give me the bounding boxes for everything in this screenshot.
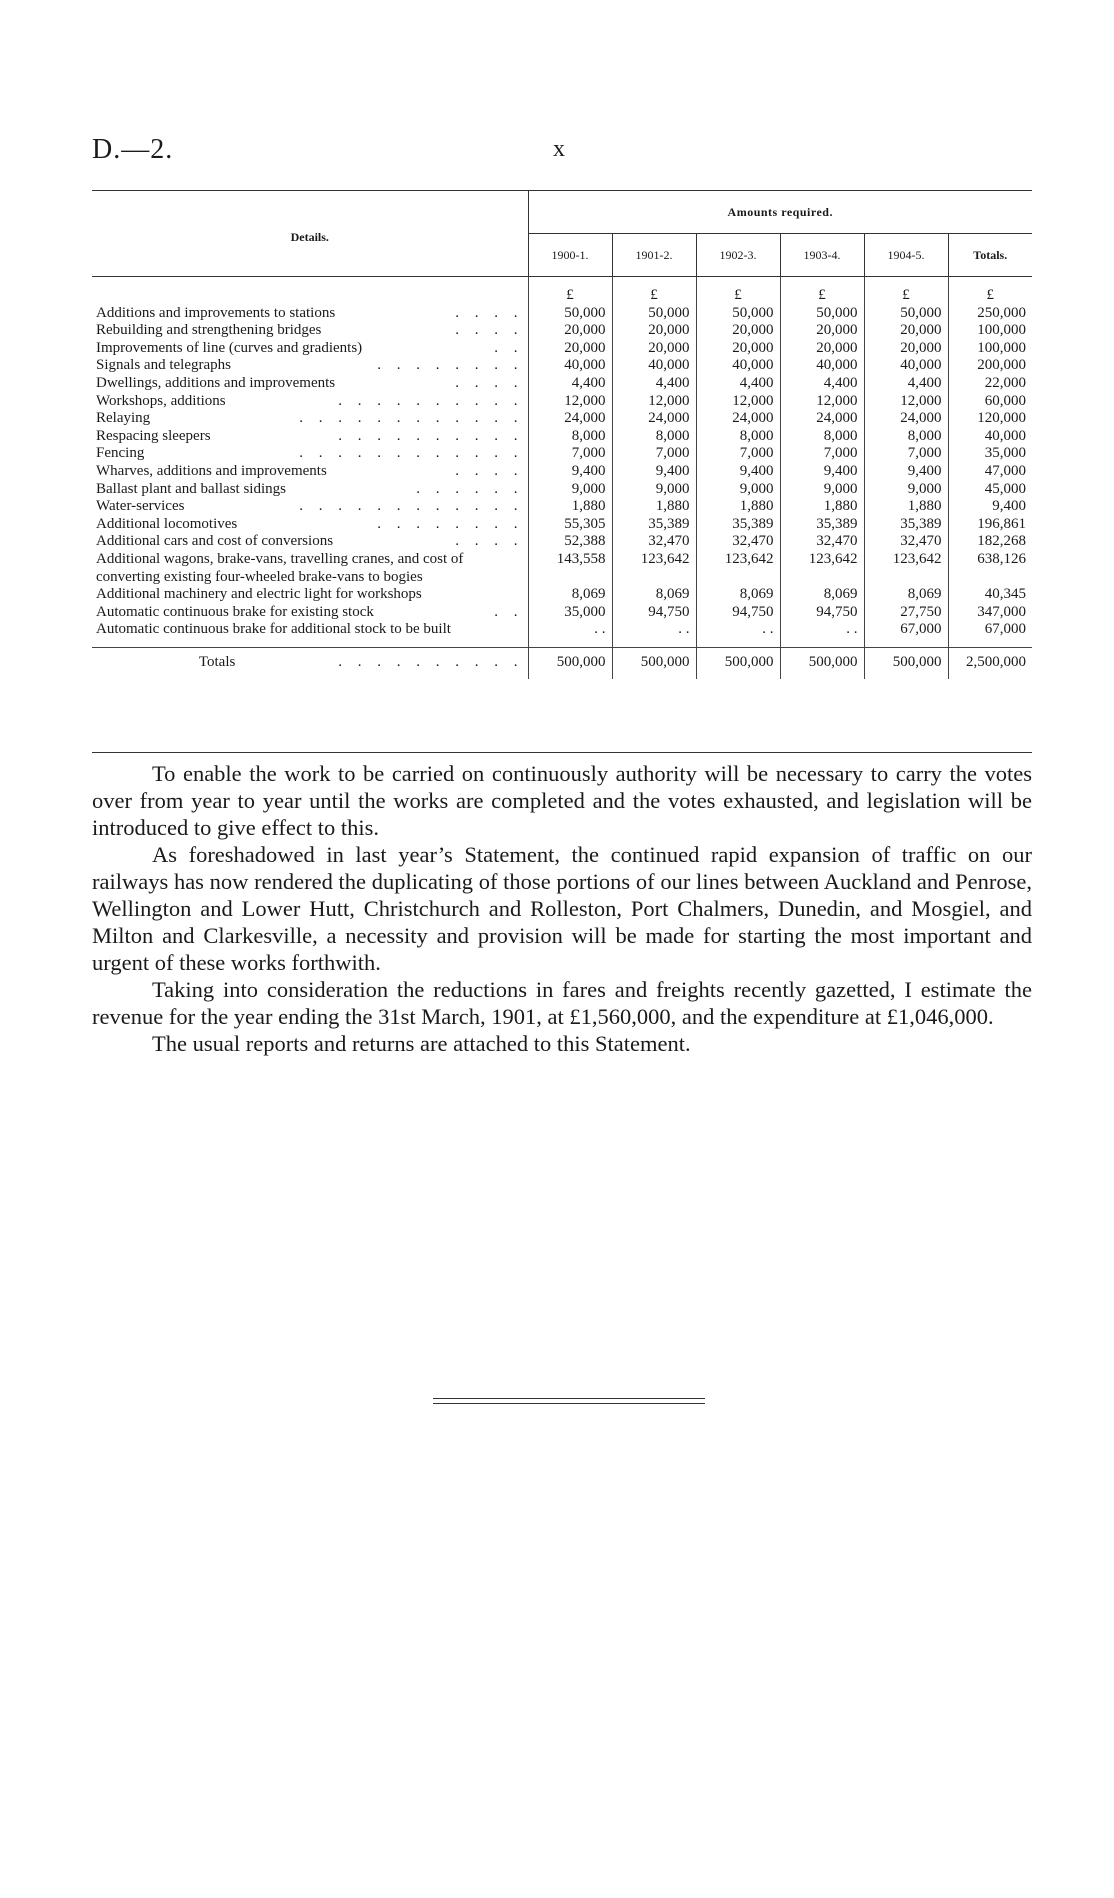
- row-label-text: Fencing: [96, 445, 145, 462]
- total-cell: 500,000: [612, 647, 696, 679]
- leader-dots: . . . .: [455, 374, 524, 391]
- amount-cell: 8,000: [780, 428, 864, 446]
- amount-cell: . .: [612, 621, 696, 639]
- table-row: [92, 516, 1032, 534]
- amount-cell: 8,069: [528, 586, 612, 604]
- amount-cell: 9,000: [864, 481, 948, 499]
- row-label: [92, 445, 528, 463]
- amount-cell: 8,069: [612, 586, 696, 604]
- amount-cell: 20,000: [696, 322, 780, 340]
- amount-cell: 20,000: [864, 322, 948, 340]
- amount-cell: 55,305: [528, 516, 612, 534]
- amount-cell: 7,000: [528, 445, 612, 463]
- amount-cell: 8,000: [864, 428, 948, 446]
- amount-cell: 9,400: [612, 463, 696, 481]
- table-row: [92, 410, 1032, 428]
- amount-cell: 40,345: [948, 586, 1032, 604]
- row-label-text: Signals and telegraphs: [96, 357, 231, 374]
- currency-row-label: [92, 277, 528, 305]
- leader-dots: . . . . . . . . . . . .: [299, 445, 524, 462]
- amount-cell: 200,000: [948, 357, 1032, 375]
- year-column-header: 1904-5.: [864, 234, 948, 277]
- leader-dots: . . . . . . . .: [377, 357, 524, 374]
- amount-cell: 32,470: [612, 533, 696, 551]
- leader-dots: . . . . . . . .: [377, 515, 524, 532]
- leader-dots: . .: [494, 603, 524, 620]
- table-row: [92, 445, 1032, 463]
- closing-double-rule: [433, 1398, 705, 1408]
- table-row: [92, 551, 1032, 586]
- year-column-header: 1900-1.: [528, 234, 612, 277]
- row-label-text: Workshops, additions: [96, 392, 226, 409]
- row-label: [92, 393, 528, 411]
- row-label-text: Dwellings, additions and improvements: [96, 374, 336, 391]
- document-reference: D.—2.: [92, 134, 174, 165]
- amount-cell: 123,642: [780, 551, 864, 586]
- currency-symbol: £: [864, 277, 948, 305]
- amount-cell: 4,400: [612, 375, 696, 393]
- total-cell: 500,000: [864, 647, 948, 679]
- table-row: [92, 586, 1032, 604]
- row-label: [92, 340, 528, 358]
- amount-cell: 20,000: [780, 322, 864, 340]
- year-column-header: Totals.: [948, 234, 1032, 277]
- leader-dots: . . . .: [455, 322, 524, 339]
- row-label-text: Additional cars and cost of conversions: [96, 533, 334, 550]
- row-label-text: Water-services: [96, 498, 185, 515]
- amount-cell: . .: [696, 621, 780, 639]
- paragraph: Taking into consideration the reductions in fares and freights recently gazetted, I estimate the revenue for the year ending the 31st March, 1901, at £1,560,000, and the expenditure at £1,046,000.: [92, 977, 1032, 1029]
- currency-symbol: £: [696, 277, 780, 305]
- amount-cell: 4,400: [528, 375, 612, 393]
- amount-cell: 47,000: [948, 463, 1032, 481]
- total-cell: 500,000: [780, 647, 864, 679]
- amount-cell: 40,000: [948, 428, 1032, 446]
- amount-cell: 1,880: [612, 498, 696, 516]
- amount-cell: 8,069: [864, 586, 948, 604]
- leader-dots: . . . .: [455, 533, 524, 550]
- amount-cell: . .: [780, 621, 864, 639]
- amount-cell: 9,000: [696, 481, 780, 499]
- amount-cell: 4,400: [864, 375, 948, 393]
- row-label: [92, 305, 528, 323]
- amount-cell: 20,000: [528, 340, 612, 358]
- amount-cell: 12,000: [696, 393, 780, 411]
- row-label: [92, 463, 528, 481]
- paragraph: As foreshadowed in last year’s Statement, the continued rapid expansion of traffic on our railways has now rendered the duplicating of those portions of our lines between Auckland and Penrose, Wellington and Lower Hutt, Christchurch and Rolleston, Port Chalmers, Dunedin, and Mosgiel, and Milton and Clarkesville, a necessity and provision will be made for starting the most important and urgent of these works forthwith.: [92, 842, 1032, 975]
- page-number: x: [553, 136, 565, 162]
- row-label-text: Additional wagons, brake-vans, travelling cranes, and cost of converting existing four-wheeled brake-vans to bogies: [96, 550, 464, 585]
- amount-cell: 50,000: [780, 305, 864, 323]
- amount-cell: 24,000: [696, 410, 780, 428]
- amount-cell: 123,642: [696, 551, 780, 586]
- amount-cell: 1,880: [528, 498, 612, 516]
- amount-cell: 12,000: [528, 393, 612, 411]
- amount-cell: 120,000: [948, 410, 1032, 428]
- amount-cell: . .: [528, 621, 612, 639]
- amount-cell: 8,000: [612, 428, 696, 446]
- amount-cell: 8,069: [696, 586, 780, 604]
- table-row: [92, 481, 1032, 499]
- row-label: [92, 322, 528, 340]
- amount-cell: 9,000: [780, 481, 864, 499]
- amount-cell: 27,750: [864, 604, 948, 622]
- amount-cell: 9,000: [528, 481, 612, 499]
- amount-cell: 123,642: [612, 551, 696, 586]
- amount-cell: 9,000: [612, 481, 696, 499]
- amount-cell: 7,000: [780, 445, 864, 463]
- paragraph: The usual reports and returns are attached to this Statement.: [152, 1031, 691, 1056]
- amount-cell: 123,642: [864, 551, 948, 586]
- amount-cell: 250,000: [948, 305, 1032, 323]
- amount-cell: 12,000: [780, 393, 864, 411]
- amount-cell: 45,000: [948, 481, 1032, 499]
- row-label-text: Wharves, additions and improvements: [96, 462, 327, 479]
- row-label-text: Rebuilding and strengthening bridges: [96, 322, 322, 339]
- row-label: [92, 533, 528, 551]
- amount-cell: 8,000: [528, 428, 612, 446]
- amount-cell: 40,000: [780, 357, 864, 375]
- amount-cell: 35,389: [696, 516, 780, 534]
- amount-cell: 9,400: [864, 463, 948, 481]
- details-column-header: Details.: [92, 191, 528, 277]
- row-label-text: Automatic continuous brake for existing stock: [96, 603, 374, 620]
- amount-cell: 67,000: [948, 621, 1032, 639]
- row-label-text: Relaying: [96, 410, 151, 427]
- row-label: [92, 410, 528, 428]
- table-row: [92, 463, 1032, 481]
- amount-cell: 1,880: [864, 498, 948, 516]
- table-bottom-rule: [92, 752, 1032, 753]
- row-label: [92, 586, 528, 604]
- amount-cell: 94,750: [612, 604, 696, 622]
- amount-cell: 24,000: [612, 410, 696, 428]
- amount-cell: 347,000: [948, 604, 1032, 622]
- table-row: [92, 604, 1032, 622]
- amount-cell: 24,000: [780, 410, 864, 428]
- amount-cell: 196,861: [948, 516, 1032, 534]
- leader-dots: . . . .: [455, 304, 524, 321]
- page-header: [92, 134, 1032, 174]
- row-label-text: Ballast plant and ballast sidings: [96, 480, 286, 497]
- table-row: [92, 340, 1032, 358]
- amount-cell: 8,000: [696, 428, 780, 446]
- amount-cell: 4,400: [696, 375, 780, 393]
- amount-cell: 9,400: [528, 463, 612, 481]
- totals-label: [92, 647, 528, 679]
- row-label: [92, 551, 528, 586]
- amounts-required-header: Amounts required.: [528, 191, 1032, 234]
- amount-cell: 50,000: [528, 305, 612, 323]
- amount-cell: 52,388: [528, 533, 612, 551]
- amount-cell: 40,000: [612, 357, 696, 375]
- amount-cell: 35,389: [780, 516, 864, 534]
- amount-cell: 12,000: [864, 393, 948, 411]
- amount-cell: 94,750: [780, 604, 864, 622]
- amount-cell: 67,000: [864, 621, 948, 639]
- table-row: [92, 393, 1032, 411]
- leader-dots: . . . . . .: [416, 480, 524, 497]
- paragraph: To enable the work to be carried on continuously authority will be necessary to carry the votes over from year to year until the works are completed and the votes exhausted, and legislation will be introduced to give effect to this.: [92, 761, 1032, 840]
- amount-cell: 638,126: [948, 551, 1032, 586]
- amount-cell: 20,000: [528, 322, 612, 340]
- amount-cell: 40,000: [528, 357, 612, 375]
- total-cell: 2,500,000: [948, 647, 1032, 679]
- amount-cell: 32,470: [696, 533, 780, 551]
- amount-cell: 20,000: [696, 340, 780, 358]
- amount-cell: 7,000: [612, 445, 696, 463]
- amount-cell: 22,000: [948, 375, 1032, 393]
- leader-dots: . .: [494, 339, 524, 356]
- currency-symbol: £: [948, 277, 1032, 305]
- table-row: [92, 322, 1032, 340]
- amount-cell: 100,000: [948, 322, 1032, 340]
- amount-cell: 7,000: [864, 445, 948, 463]
- leader-dots: . . . . . . . . . . . .: [299, 410, 524, 427]
- amount-cell: 50,000: [864, 305, 948, 323]
- total-cell: 500,000: [696, 647, 780, 679]
- amount-cell: 1,880: [696, 498, 780, 516]
- amount-cell: 8,069: [780, 586, 864, 604]
- amount-cell: 4,400: [780, 375, 864, 393]
- row-label: [92, 604, 528, 622]
- totals-label-text: Totals: [198, 653, 236, 670]
- row-label: [92, 481, 528, 499]
- amount-cell: 9,400: [696, 463, 780, 481]
- row-label-text: Automatic continuous brake for additional stock to be built: [96, 621, 451, 638]
- leader-dots: . . . .: [455, 462, 524, 479]
- statement-text: [92, 760, 1032, 1057]
- amount-cell: 32,470: [864, 533, 948, 551]
- leader-dots: . . . . . . . . . . . .: [299, 498, 524, 515]
- amount-cell: 50,000: [696, 305, 780, 323]
- row-label: [92, 375, 528, 393]
- amount-cell: 9,400: [948, 498, 1032, 516]
- amount-cell: 24,000: [864, 410, 948, 428]
- table-row: [92, 428, 1032, 446]
- amount-cell: 100,000: [948, 340, 1032, 358]
- table-row: [92, 357, 1032, 375]
- amount-cell: 50,000: [612, 305, 696, 323]
- amount-cell: 182,268: [948, 533, 1032, 551]
- row-label: [92, 357, 528, 375]
- row-label-text: Improvements of line (curves and gradients): [96, 339, 363, 356]
- currency-symbol: £: [780, 277, 864, 305]
- table-row: [92, 305, 1032, 323]
- amount-cell: 12,000: [612, 393, 696, 411]
- table-row: [92, 621, 1032, 639]
- year-column-header: 1901-2.: [612, 234, 696, 277]
- row-label: [92, 516, 528, 534]
- amount-cell: 7,000: [696, 445, 780, 463]
- amount-cell: 35,000: [528, 604, 612, 622]
- row-label: [92, 498, 528, 516]
- currency-symbol: £: [528, 277, 612, 305]
- amount-cell: 40,000: [696, 357, 780, 375]
- table-row: [92, 498, 1032, 516]
- row-label-text: Respacing sleepers: [96, 427, 211, 444]
- expenditure-table: [92, 190, 1032, 679]
- row-label: [92, 428, 528, 446]
- leader-dots: . . . . . . . . . .: [338, 653, 524, 670]
- currency-symbol: £: [612, 277, 696, 305]
- amount-cell: 35,389: [864, 516, 948, 534]
- row-label-text: Additions and improvements to stations: [96, 304, 336, 321]
- leader-dots: . . . . . . . . . .: [338, 427, 524, 444]
- amount-cell: 20,000: [864, 340, 948, 358]
- amount-cell: 20,000: [612, 340, 696, 358]
- amount-cell: 94,750: [696, 604, 780, 622]
- amount-cell: 20,000: [780, 340, 864, 358]
- amount-cell: 35,000: [948, 445, 1032, 463]
- amount-cell: 24,000: [528, 410, 612, 428]
- amount-cell: 1,880: [780, 498, 864, 516]
- total-cell: 500,000: [528, 647, 612, 679]
- row-label: [92, 621, 528, 639]
- row-label-text: Additional locomotives: [96, 515, 238, 532]
- amount-cell: 143,558: [528, 551, 612, 586]
- year-column-header: 1902-3.: [696, 234, 780, 277]
- totals-row: [92, 647, 1032, 679]
- table-row: [92, 375, 1032, 393]
- amount-cell: 40,000: [864, 357, 948, 375]
- amount-cell: 60,000: [948, 393, 1032, 411]
- amount-cell: 35,389: [612, 516, 696, 534]
- amount-cell: 9,400: [780, 463, 864, 481]
- table-row: [92, 533, 1032, 551]
- amount-cell: 20,000: [612, 322, 696, 340]
- leader-dots: . . . . . . . . . .: [338, 392, 524, 409]
- year-column-header: 1903-4.: [780, 234, 864, 277]
- row-label-text: Additional machinery and electric light for workshops: [96, 586, 422, 603]
- amount-cell: 32,470: [780, 533, 864, 551]
